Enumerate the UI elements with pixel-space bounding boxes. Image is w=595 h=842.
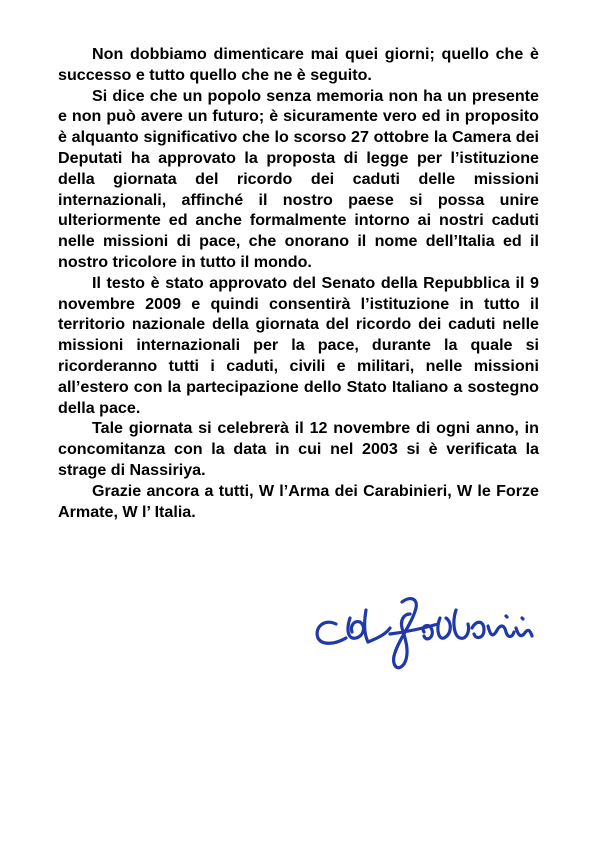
paragraph-closing-thanks: Grazie ancora a tutti, W l’Arma dei Carabinieri, W le Forze Armate, W l’ Italia. — [58, 481, 539, 521]
paragraph-memory: Non dobbiamo dimenticare mai quei giorni; quello che è successo e tutto quello che ne è seguito. — [58, 45, 539, 84]
paragraph-law-proposal: Si dice che un popolo senza memoria non ha un presente e non può avere un futuro; è sicuramente vero ed in proposito è alquanto significativo che lo scorso 27 ottobre la Camera dei Deputati ha approvato la proposta di legge per l’istituzione della giornata del ricordo dei caduti delle missioni internazionali, affinché il nostro paese si possa unire ulteriormente ed anche formalmente intorno ai nostri caduti nelle missioni di pace, che onorano il nome dell’Italia ed il nostro tricolore in tutto il mondo. — [58, 86, 539, 271]
letter-body — [58, 44, 539, 522]
paragraph-senate-approval: Il testo è stato approvato del Senato della Repubblica il 9 novembre 2009 e quindi consentirà l’istituzione in tutto il territorio nazionale della giornata del ricordo dei caduti nelle missioni internazionali per la pace, durante la quale si ricorderanno tutti i caduti, civili e militari, nelle missioni all’estero con la partecipazione dello Stato Italiano a sostegno della pace. — [58, 273, 539, 417]
handwritten-signature — [306, 588, 544, 684]
paragraph-commemoration-date: Tale giornata si celebrerà il 12 novembre di ogni anno, in concomitanza con la data in cui nel 2003 si è verificata la strage di Nassiriya. — [58, 419, 539, 479]
